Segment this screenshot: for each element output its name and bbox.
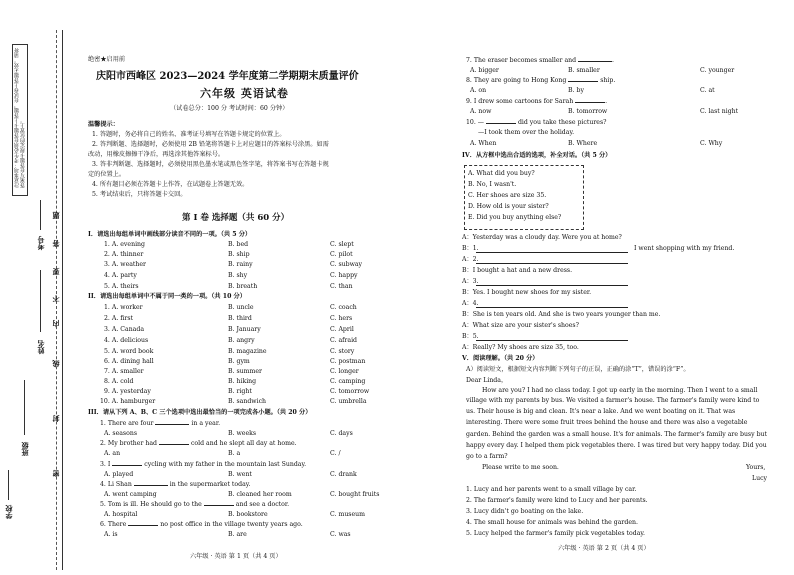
answer-blank <box>476 307 628 308</box>
q3-option: C. at <box>700 87 715 94</box>
q2-option: B. third <box>228 315 252 322</box>
q1-option: B. rainy <box>228 261 253 268</box>
q2-option: B. uncle <box>228 304 254 311</box>
passage-line: us. Their house is big and clean. It's near a lake. And we went boating on it. That was <box>466 408 736 415</box>
q2-option: 6. A. dining hall <box>104 358 154 365</box>
name-field-line <box>40 270 41 332</box>
q2-option: B. gym <box>228 358 250 365</box>
q3-option: B. by <box>568 87 584 94</box>
answer-blank <box>476 263 628 264</box>
dialog-line: B：Yes. I bought new shoes for my sister. <box>462 289 592 296</box>
passage-line: How are you? I had no class today. I got up early in the morning. Then I went to a small <box>482 387 758 394</box>
q2-option: C. hers <box>330 315 353 322</box>
q3-option: C. museum <box>330 511 365 518</box>
class-field-line <box>24 380 25 435</box>
dialog-line: B：1. <box>462 245 479 252</box>
exam-no-label: 考号 <box>36 236 45 250</box>
q2-option: 2. A. first <box>104 315 134 322</box>
footer-left: 六年级 · 英语 第 1 页（共 4 页） <box>190 553 282 560</box>
q2-option: C. postman <box>330 358 366 365</box>
tip-line: 2. 答判断题、选择题时，必须使用 2B 铅笔将答题卡上对应题目的答案标号涂黑。如需 <box>92 141 329 148</box>
seal-char: 要 <box>51 268 60 275</box>
q3-option: A. went camping <box>104 491 157 498</box>
dialog-line: B：I bought a hat and a new dress. <box>462 267 573 274</box>
q2-option: 8. A. cold <box>104 378 134 385</box>
seal-char: 不 <box>51 295 60 302</box>
statement: 4. The small house for animals was behind the garden. <box>466 519 638 526</box>
exam-title: 庆阳市西峰区 2023—2024 学年度第二学期期末质量评价 <box>96 71 359 82</box>
q2-option: C. umbrella <box>330 398 367 405</box>
q3-option: A. seasons <box>104 430 137 437</box>
q2-option: 9. A. yesterday <box>104 388 151 395</box>
q4-title: IV．从方框中选出合适的选项，补全对话。（共 5 分） <box>462 152 612 159</box>
passage-line: happy every day. I helped them pick vegetables there. I was tired but very happy today. Did you <box>466 442 767 449</box>
q2-option: B. right <box>228 388 252 395</box>
tip-line: 定的位置上。 <box>88 171 126 178</box>
dialog-line: A：2. <box>462 256 479 263</box>
q3-option: B. went <box>228 471 252 478</box>
q1-option: B. breath <box>228 283 258 290</box>
notice-text: 注意事项：考生必须在答题卡上答题，在试卷上答题无效。请将答案写在答题卡规定的位置上。 <box>14 48 26 188</box>
letter-sign-name: Lucy <box>752 475 768 482</box>
q3-option: C. bought fruits <box>330 491 380 498</box>
q3-stem: 9. I drew some cartoons for Sarah . <box>466 98 608 105</box>
dialog-line: A：4. <box>462 300 479 307</box>
q3-stem: 1. There are four in a year. <box>100 420 221 427</box>
q2-option: 3. A. Canada <box>104 326 145 333</box>
q2-option: C. afraid <box>330 337 358 344</box>
letter-sign: Yours, <box>746 464 766 471</box>
q3-stem-reply: —I took them over the holiday. <box>478 129 575 136</box>
q2-option: B. hiking <box>228 378 257 385</box>
q3-option: B. cleaned her room <box>228 491 292 498</box>
q3-option: A. When <box>470 140 497 147</box>
statement: 1. Lucy and her parents went to a small village by car. <box>466 486 637 493</box>
q1-option: C. than <box>330 283 353 290</box>
q1-option: C. pilot <box>330 251 353 258</box>
q5-instruction: A）阅读短文，根据短文内容判断下列句子的正误，正确的涂“T”，错误的涂“F”。 <box>466 366 690 373</box>
q3-stem: 6. There no post office in the village twenty years ago. <box>100 521 303 528</box>
q4-option: E. Did you buy anything else? <box>468 214 562 221</box>
q1-title: I．请选出每组单词中画线部分读音不同的一项。（共 5 分） <box>88 231 252 238</box>
q1-option: 1. A. evening <box>104 241 146 248</box>
seal-char: 线 <box>51 360 60 367</box>
school-field-line <box>8 470 9 500</box>
q3-option: B. Where <box>568 140 598 147</box>
q3-option: B. weeks <box>228 430 257 437</box>
passage-line: garden. Behind the garden was a small house. It's for animals. The farmer's family are busy but <box>466 431 767 438</box>
q4-option: C. Her shoes are size 35. <box>468 192 547 199</box>
q2-option: C. tomorrow <box>330 388 370 395</box>
q1-option: 3. A. weather <box>104 261 147 268</box>
q1-option: C. subway <box>330 261 363 268</box>
dialog-line: A：Yesterday was a cloudy day. Were you at home? <box>462 234 622 241</box>
statement: 2. The farmer's family were kind to Lucy and her parents. <box>466 497 648 504</box>
q3-option: B. smaller <box>568 67 600 74</box>
q3-option: A. an <box>104 450 121 457</box>
q3-option: C. younger <box>700 67 735 74</box>
q4-option: D. How old is your sister? <box>468 203 549 210</box>
q3-option: C. Why <box>700 140 723 147</box>
q3-option: B. a <box>228 450 241 457</box>
q3-option: A. played <box>104 471 134 478</box>
seal-char: 密 <box>51 470 60 477</box>
q1-option: 2. A. thinner <box>104 251 144 258</box>
seal-char: 封 <box>51 415 60 422</box>
q3-stem: 8. They are going to Hong Kong ship. <box>466 77 616 84</box>
secret-mark: 绝密★启用前 <box>88 56 126 63</box>
q3-option: A. hospital <box>104 511 138 518</box>
seal-char: 内 <box>51 320 60 327</box>
q3-stem: 7. The eraser becomes smaller and . <box>466 57 615 64</box>
q3-option: B. are <box>228 531 247 538</box>
dialog-line: I went shopping with my friend. <box>634 245 735 252</box>
class-label: 班级 <box>20 442 29 456</box>
q3-option: B. tomorrow <box>568 108 608 115</box>
q3-option: C. drank <box>330 471 357 478</box>
q5-title: V．阅读理解。（共 20 分） <box>462 355 539 362</box>
q3-option: C. was <box>330 531 351 538</box>
part1-heading: 第 I 卷 选择题（共 60 分） <box>182 213 290 223</box>
q2-option: 5. A. word book <box>104 348 154 355</box>
q3-stem: 4. Li Shan in the supermarket today. <box>100 481 251 488</box>
tip-line: 1. 答题时，务必将自己的姓名、准考证号填写在答题卡规定的位置上。 <box>92 131 286 138</box>
binding-solid-line <box>62 30 63 570</box>
q3-option: A. now <box>470 108 492 115</box>
dialog-line: A：Really? My shoes are size 35, too. <box>462 344 579 351</box>
passage-line: village with my parents by bus. We visited a farmer's house. The farmer's family were kind to <box>466 397 760 404</box>
tip-line: 3. 答非判断题、选择题时，必须使用黑色墨水笔或黑色签字笔，将答案书写在答题卡规 <box>92 161 329 168</box>
q2-option: C. story <box>330 348 355 355</box>
q3-option: A. bigger <box>470 67 499 74</box>
q3-option: A. is <box>104 531 118 538</box>
q3-stem: 2. My brother had cold and he slept all day at home. <box>100 440 297 447</box>
q2-option: B. angry <box>228 337 255 344</box>
q2-option: 10. A. hamburger <box>100 398 156 405</box>
q2-option: B. sandwich <box>228 398 267 405</box>
tip-line: 5. 考试结束后，只将答题卡交回。 <box>92 191 187 198</box>
statement: 5. Lucy helped the farmer's family pick vegetables today. <box>466 530 646 537</box>
letter-salutation: Dear Linda， <box>466 377 508 384</box>
q3-title: III．请从下列 A、B、C 三个选项中选出最恰当的一项完成各小题。（共 20 分） <box>88 409 312 416</box>
q2-option: 4. A. delicious <box>104 337 149 344</box>
answer-blank <box>476 252 628 253</box>
footer-right: 六年级 · 英语 第 2 页（共 4 页） <box>558 545 650 552</box>
q1-option: B. bed <box>228 241 249 248</box>
q2-option: 7. A. smaller <box>104 368 144 375</box>
q2-option: C. coach <box>330 304 357 311</box>
q1-option: 4. A. party <box>104 272 137 279</box>
q2-option: B. January <box>228 326 261 333</box>
dialog-line: A：What size are your sister's shoes? <box>462 322 579 329</box>
answer-blank <box>476 285 628 286</box>
q2-option: C. camping <box>330 378 366 385</box>
exam-info: （试卷总分：100 分 考试时间：60 分钟） <box>170 105 289 112</box>
exam-no-field-line <box>40 200 41 230</box>
exam-subtitle: 六年级 英语试卷 <box>200 87 289 100</box>
q2-option: C. April <box>330 326 354 333</box>
q3-stem: 10. — did you take these pictures? <box>466 119 607 126</box>
q2-option: B. magazine <box>228 348 267 355</box>
seal-char: 题 <box>51 212 60 219</box>
q3-option: A. on <box>470 87 487 94</box>
answer-blank <box>476 340 628 341</box>
q1-option: B. shy <box>228 272 248 279</box>
passage-line: go to a farm? <box>466 453 508 460</box>
tip-line: 4. 所有题目必须在答题卡上作答，在试题卷上答题无效。 <box>92 181 249 188</box>
passage-line: interesting. There were some fruit trees behind the house and there was also a vegetable <box>466 419 748 426</box>
q3-option: B. bookstore <box>228 511 268 518</box>
q3-option: C. last night <box>700 108 739 115</box>
statement: 3. Lucy didn't go boating on the lake. <box>466 508 584 515</box>
q1-option: 5. A. theirs <box>104 283 139 290</box>
q4-option: A. What did you buy? <box>468 170 535 177</box>
q2-option: 1. A. worker <box>104 304 143 311</box>
seal-char: 答 <box>51 240 60 247</box>
q2-title: II．请选出每组单词中不属于同一类的一项。（共 10 分） <box>88 293 246 300</box>
q1-option: C. slept <box>330 241 354 248</box>
q2-option: C. longer <box>330 368 359 375</box>
q3-option: C. / <box>330 450 341 457</box>
q3-option: C. days <box>330 430 353 437</box>
q1-option: C. happy <box>330 272 358 279</box>
school-label: 学校 <box>4 505 13 519</box>
letter-closing: Please write to me soon. <box>482 464 559 471</box>
tip-line: 改动，用橡皮擦擦干净后，再选涂其他答案标号。 <box>88 151 225 158</box>
q3-stem: 3. I cycling with my father in the mountain last Sunday. <box>100 461 307 468</box>
name-label: 姓名 <box>36 340 45 354</box>
q2-option: B. summer <box>228 368 262 375</box>
q4-option: B. No, I wasn't. <box>468 181 517 188</box>
tips-heading: 温馨提示： <box>88 121 119 128</box>
q3-stem: 5. Tom is ill. He should go to the and see a doctor. <box>100 501 290 508</box>
dialog-line: B：She is ten years old. And she is two years younger than me. <box>462 311 661 318</box>
q1-option: B. ship <box>228 251 250 258</box>
dialog-line: A：3. <box>462 278 479 285</box>
dialog-line: B：5. <box>462 333 479 340</box>
